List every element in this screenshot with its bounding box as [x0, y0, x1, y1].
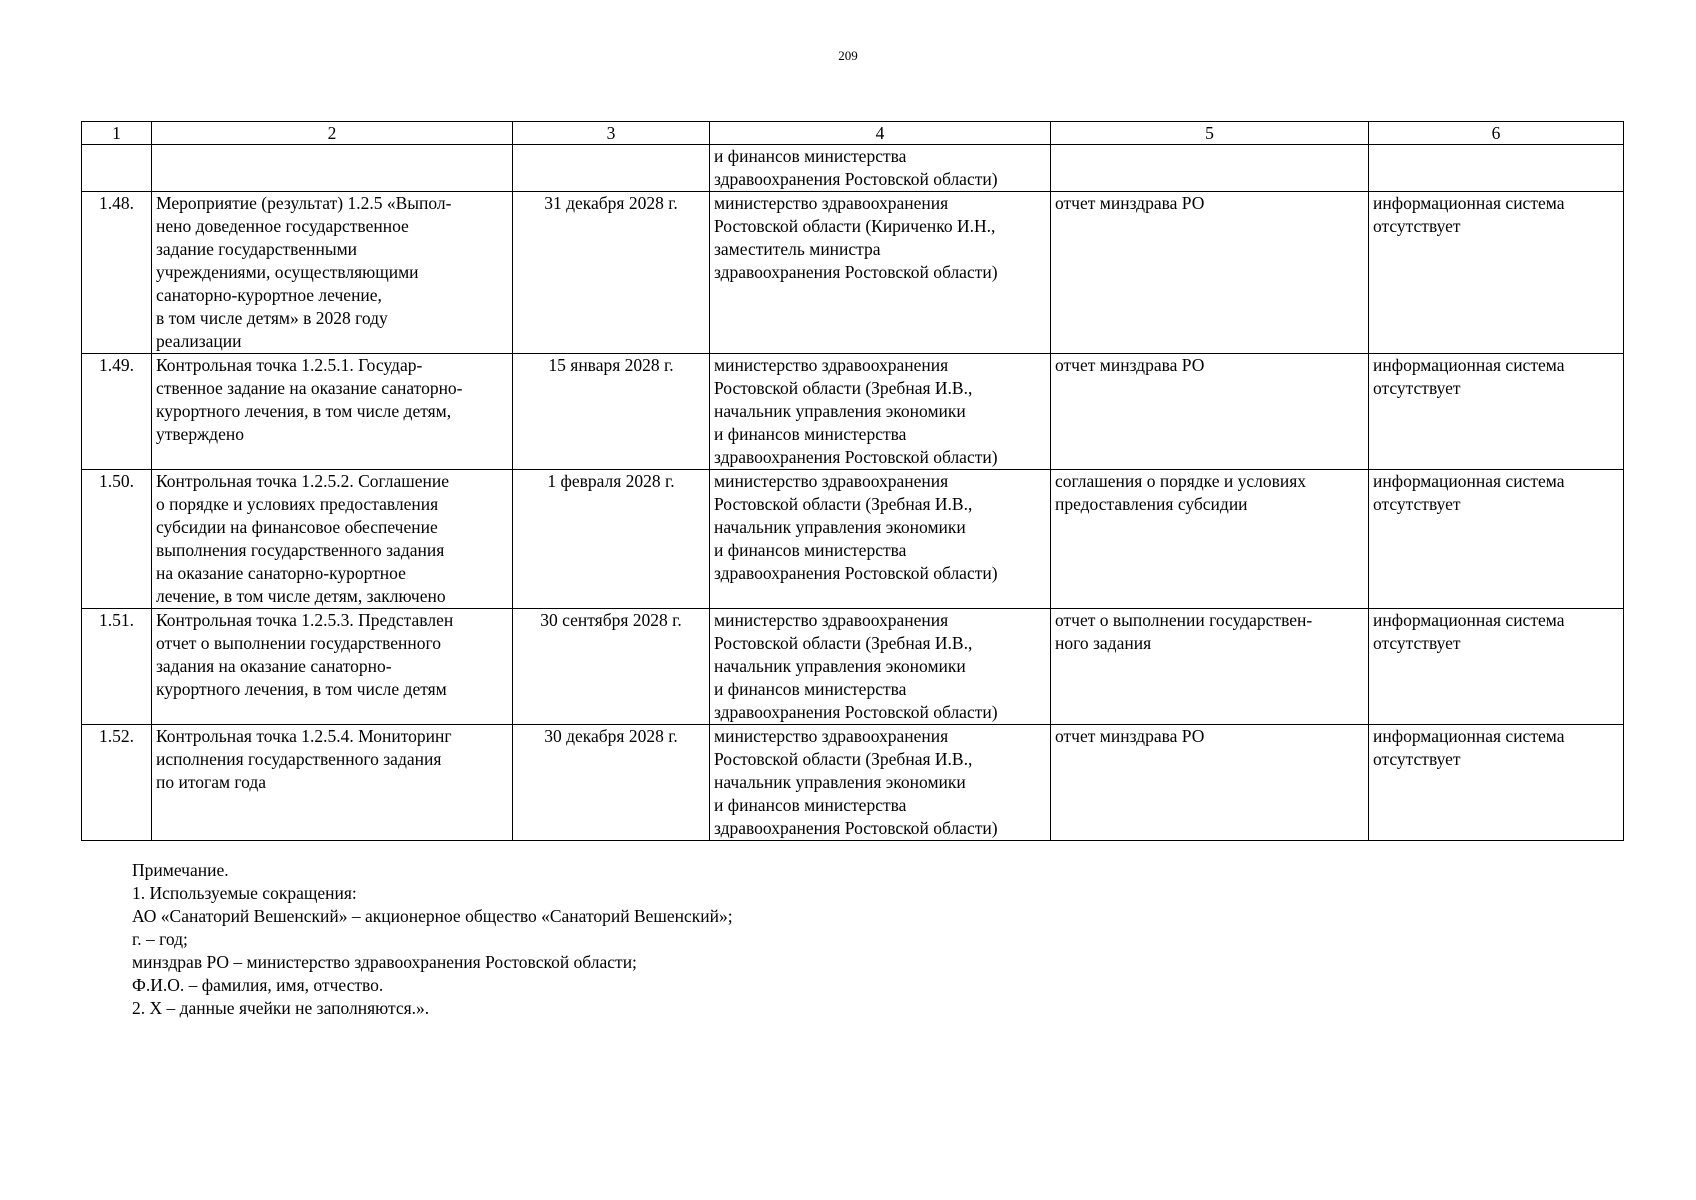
confirming-document-cell — [1051, 354, 1369, 470]
deadline-date-cell: 31 декабря 2028 г. — [513, 192, 710, 354]
responsible-executor-line: министерство здравоохранения — [714, 471, 949, 491]
event-description-line: утверждено — [156, 424, 244, 444]
responsible-executor-line: и финансов министерства — [714, 795, 907, 815]
event-description-line: Контрольная точка 1.2.5.1. Государ- — [156, 355, 423, 375]
information-system-cell — [1369, 192, 1624, 354]
event-description-line: по итогам года — [156, 772, 267, 792]
page-number: 209 — [838, 48, 858, 63]
confirming-document-cell — [1051, 609, 1369, 725]
information-system-cell — [1369, 725, 1624, 841]
responsible-executor-cell — [710, 192, 1051, 354]
event-description-line: санаторно-курортное лечение, — [156, 285, 382, 305]
footnote-line: 2. Х – данные ячейки не заполняются.». — [132, 998, 430, 1018]
information-system-line: отсутствует — [1373, 749, 1461, 769]
event-description-cell — [152, 470, 513, 609]
event-description-line: Контрольная точка 1.2.5.4. Мониторинг — [156, 726, 452, 746]
responsible-executor-line: начальник управления экономики — [714, 517, 966, 537]
responsible-executor-line: начальник управления экономики — [714, 656, 966, 676]
footnote-line: Ф.И.О. – фамилия, имя, отчество. — [132, 975, 384, 995]
confirming-document-line: ного задания — [1055, 633, 1152, 653]
responsible-executor-line: и финансов министерства — [714, 424, 907, 444]
table-row — [82, 725, 1624, 841]
information-system-line: отсутствует — [1373, 494, 1461, 514]
responsible-executor-line: здравоохранения Ростовской области) — [714, 702, 998, 722]
responsible-executor-cell — [710, 354, 1051, 470]
footnote-line: Примечание. — [132, 860, 229, 880]
event-description-line: исполнения государственного задания — [156, 749, 442, 769]
event-description-cell — [152, 609, 513, 725]
responsible-executor-line: и финансов министерства — [714, 540, 907, 560]
responsible-executor-line: и финансов министерства — [714, 679, 907, 699]
confirming-document-line: отчет минздрава РО — [1055, 193, 1205, 213]
table-row — [82, 145, 1624, 192]
confirming-document-cell — [1051, 192, 1369, 354]
responsible-executor-line: начальник управления экономики — [714, 772, 966, 792]
confirming-document-cell — [1051, 470, 1369, 609]
deadline-date-cell — [513, 145, 710, 192]
event-description-line: учреждениями, осуществляющими — [156, 262, 419, 282]
information-system-line: отсутствует — [1373, 633, 1461, 653]
information-system-line: отсутствует — [1373, 378, 1461, 398]
responsible-executor-line: Ростовской области (Зребная И.В., — [714, 378, 973, 398]
event-description-line: выполнения государственного задания — [156, 540, 445, 560]
information-system-cell — [1369, 145, 1624, 192]
event-description-line: реализации — [156, 331, 242, 351]
confirming-document-line: отчет о выполнении государствен- — [1055, 610, 1313, 630]
event-description-line: лечение, в том числе детям, заключено — [156, 586, 446, 606]
table-row — [82, 192, 1624, 354]
event-description-line: субсидии на финансовое обеспечение — [156, 517, 438, 537]
responsible-executor-line: здравоохранения Ростовской области) — [714, 262, 998, 282]
responsible-executor-line: Ростовской области (Зребная И.В., — [714, 633, 973, 653]
row-number-cell: 1.51. — [82, 609, 152, 725]
information-system-line: отсутствует — [1373, 216, 1461, 236]
row-number-cell: 1.52. — [82, 725, 152, 841]
confirming-document-cell — [1051, 145, 1369, 192]
footnote-line: АО «Санаторий Вешенский» – акционерное общество «Санаторий Вешенский»; — [132, 906, 733, 926]
event-description-line: в том числе детям» в 2028 году — [156, 308, 388, 328]
deadline-date-cell: 1 февраля 2028 г. — [513, 470, 710, 609]
event-description-line: отчет о выполнении государственного — [156, 633, 441, 653]
event-description-line: Контрольная точка 1.2.5.3. Представлен — [156, 610, 454, 630]
footnote — [132, 859, 733, 1020]
information-system-line: информационная система — [1373, 610, 1565, 630]
responsible-executor-line: министерство здравоохранения — [714, 355, 949, 375]
event-description-line: Контрольная точка 1.2.5.2. Соглашение — [156, 471, 450, 491]
header-cell-3: 3 — [513, 122, 710, 145]
event-description-line: Мероприятие (результат) 1.2.5 «Выпол- — [156, 193, 452, 213]
responsible-executor-line: здравоохранения Ростовской области) — [714, 563, 998, 583]
responsible-executor-cell — [710, 725, 1051, 841]
event-description-cell — [152, 725, 513, 841]
information-system-cell — [1369, 609, 1624, 725]
information-system-line: информационная система — [1373, 193, 1565, 213]
responsible-executor-cell — [710, 609, 1051, 725]
responsible-executor-line: начальник управления экономики — [714, 401, 966, 421]
event-description-line: задания на оказание санаторно- — [156, 656, 392, 676]
confirming-document-line: соглашения о порядке и условиях — [1055, 471, 1307, 491]
confirming-document-line: предоставления субсидии — [1055, 494, 1248, 514]
events-table — [81, 121, 1624, 841]
table-row — [82, 354, 1624, 470]
information-system-line: информационная система — [1373, 471, 1565, 491]
information-system-line: информационная система — [1373, 726, 1565, 746]
event-description-cell — [152, 192, 513, 354]
responsible-executor-line: заместитель министра — [714, 239, 881, 259]
responsible-executor-line: Ростовской области (Зребная И.В., — [714, 494, 973, 514]
deadline-date-cell: 30 декабря 2028 г. — [513, 725, 710, 841]
event-description-line: курортного лечения, в том числе детям — [156, 679, 447, 699]
footnote-line: минздрав РО – министерство здравоохранения Ростовской области; — [132, 952, 637, 972]
responsible-executor-line: Ростовской области (Кириченко И.Н., — [714, 216, 996, 236]
responsible-executor-line: здравоохранения Ростовской области) — [714, 818, 998, 838]
event-description-line: курортного лечения, в том числе детям, — [156, 401, 452, 421]
information-system-cell — [1369, 354, 1624, 470]
confirming-document-line: отчет минздрава РО — [1055, 726, 1205, 746]
event-description-line: на оказание санаторно-курортное — [156, 563, 406, 583]
footnote-line: 1. Используемые сокращения: — [132, 883, 357, 903]
confirming-document-line: отчет минздрава РО — [1055, 355, 1205, 375]
confirming-document-cell — [1051, 725, 1369, 841]
event-description-line: о порядке и условиях предоставления — [156, 494, 439, 514]
event-description-cell — [152, 145, 513, 192]
responsible-executor-line: и финансов министерства — [714, 146, 907, 166]
event-description-line: задание государственными — [156, 239, 358, 259]
event-description-line: ственное задание на оказание санаторно- — [156, 378, 463, 398]
responsible-executor-line: министерство здравоохранения — [714, 726, 949, 746]
event-description-line: нено доведенное государственное — [156, 216, 409, 236]
header-cell-6: 6 — [1369, 122, 1624, 145]
table-row — [82, 609, 1624, 725]
table-header-row — [82, 122, 1624, 145]
header-cell-5: 5 — [1051, 122, 1369, 145]
row-number-cell: 1.48. — [82, 192, 152, 354]
information-system-line: информационная система — [1373, 355, 1565, 375]
responsible-executor-line: министерство здравоохранения — [714, 193, 949, 213]
footnote-line: г. – год; — [132, 929, 188, 949]
responsible-executor-line: здравоохранения Ростовской области) — [714, 447, 998, 467]
deadline-date-cell: 30 сентября 2028 г. — [513, 609, 710, 725]
responsible-executor-line: Ростовской области (Зребная И.В., — [714, 749, 973, 769]
row-number-cell: 1.49. — [82, 354, 152, 470]
header-cell-2: 2 — [152, 122, 513, 145]
header-cell-4: 4 — [710, 122, 1051, 145]
responsible-executor-line: здравоохранения Ростовской области) — [714, 169, 998, 189]
table-row — [82, 470, 1624, 609]
responsible-executor-cell — [710, 145, 1051, 192]
information-system-cell — [1369, 470, 1624, 609]
row-number-cell: 1.50. — [82, 470, 152, 609]
row-number-cell — [82, 145, 152, 192]
header-cell-1: 1 — [82, 122, 152, 145]
responsible-executor-cell — [710, 470, 1051, 609]
responsible-executor-line: министерство здравоохранения — [714, 610, 949, 630]
event-description-cell — [152, 354, 513, 470]
deadline-date-cell: 15 января 2028 г. — [513, 354, 710, 470]
